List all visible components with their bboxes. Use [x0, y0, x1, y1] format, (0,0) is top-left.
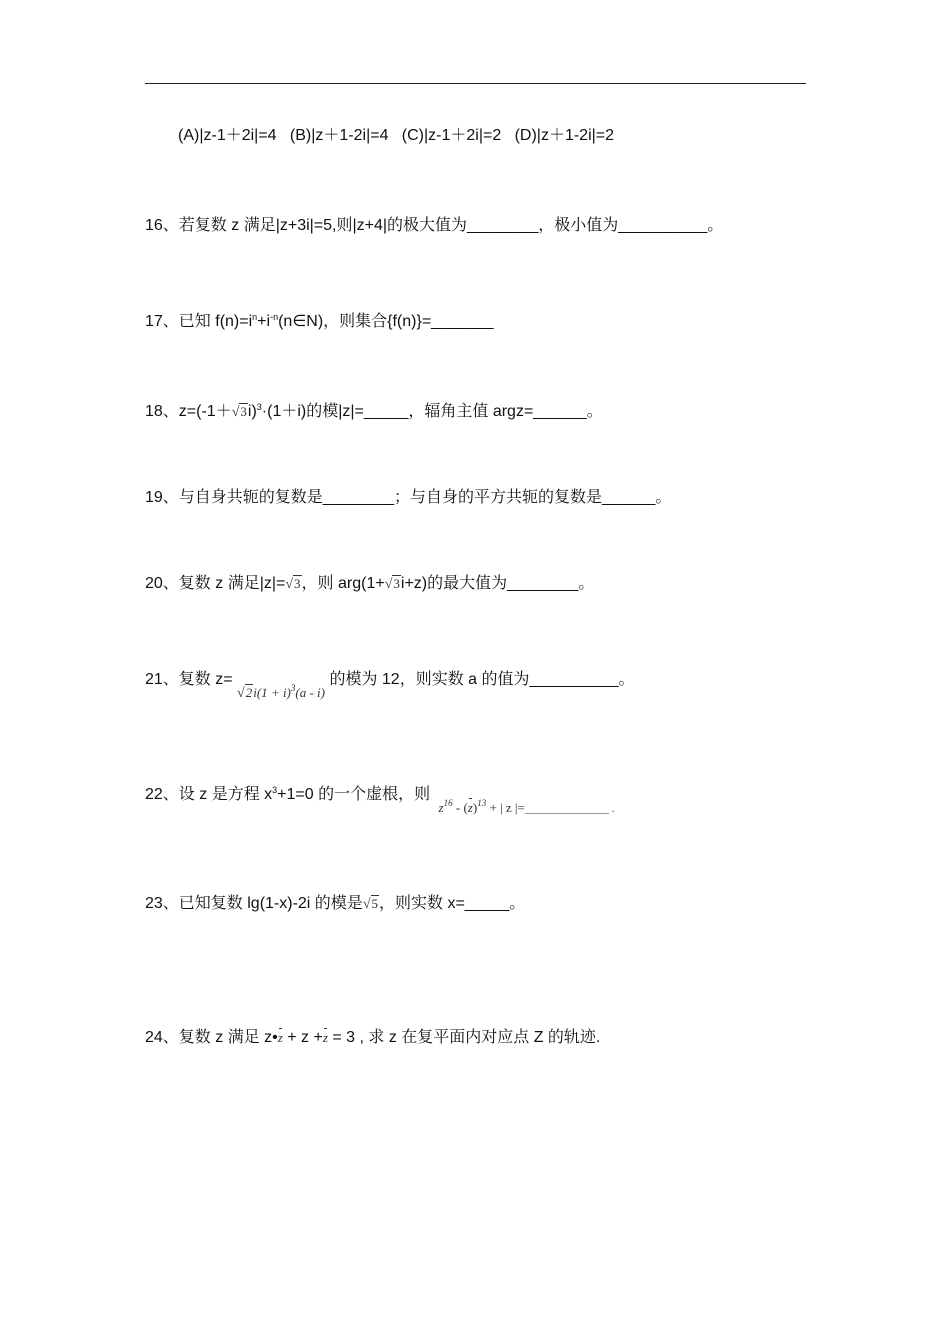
- q22-modulus: + | z |=: [486, 800, 525, 815]
- q22-part-b: +1=0 的一个虚根，则: [277, 786, 431, 803]
- q24-z-conjugate-1: z: [278, 1027, 283, 1049]
- q22-exp-16: 16: [443, 798, 453, 808]
- q22-z-conjugate: z: [468, 797, 473, 819]
- q18-part-c: ·(1＋i)的模|z|=_____，辐角主值 argz=______。: [261, 403, 603, 420]
- q18-exponent: 3: [256, 402, 262, 412]
- q20-sqrt-1: √3: [285, 576, 301, 592]
- q20-part-c: i+z)的最大值为________。: [400, 575, 595, 592]
- q19-text: 19、与自身共轭的复数是________；与自身的平方共轭的复数是______。: [145, 489, 672, 506]
- q20-radicand-2: 3: [393, 576, 400, 591]
- q23-part-a: 23、已知复数 lg(1-x)-2i 的模是: [145, 895, 363, 912]
- question-18: [145, 396, 603, 424]
- question-22: [145, 779, 615, 815]
- q24-zbar-1: [278, 1030, 283, 1045]
- q20-part-b: ，则 arg(1+: [301, 575, 385, 592]
- q22-close-paren: ): [472, 800, 478, 815]
- q22-minus: - (: [452, 800, 468, 815]
- q21-part-b: 的模为 12，则实数 a 的值为__________。: [329, 671, 635, 688]
- q18-sqrt: √3: [231, 404, 247, 420]
- q17-part-c: (n∈N)，则集合{f(n)}=_______: [278, 313, 494, 330]
- q22-part-a: 22、设 z 是方程 x: [145, 786, 273, 803]
- q24-part-c: = 3 , 求 z 在复平面内对应点 Z 的轨迹.: [327, 1029, 601, 1046]
- q16-text: 16、若复数 z 满足|z+3i|=5,则|z+4|的极大值为________，极小值为__________。: [145, 217, 724, 234]
- q22-formula: [439, 800, 615, 815]
- answer-options: [178, 125, 614, 147]
- question-17: [145, 306, 493, 333]
- q17-part-b: +i: [257, 313, 271, 330]
- q21-exponent: 3: [290, 683, 296, 693]
- q22-exp-13: 13: [477, 798, 487, 808]
- options-text: (A)|z-1＋2i|=4 (B)|z＋1-2i|=4 (C)|z-1＋2i|=2 (D)|z＋1-2i|=2: [178, 127, 615, 144]
- q22-z: z: [438, 800, 444, 815]
- q21-expr: i(1 + i): [253, 685, 291, 700]
- q23-radicand: 5: [371, 896, 378, 911]
- q21-sqrt: √2: [237, 685, 253, 701]
- q20-sqrt-2: √3: [384, 576, 400, 592]
- q21-radicand: 2: [245, 685, 253, 700]
- q22-exponent: 3: [272, 785, 278, 795]
- q22-answer-blank: ______________ .: [524, 801, 615, 815]
- q18-part-b: i): [247, 403, 257, 420]
- q21-formula: [237, 685, 325, 700]
- header-rule: [145, 83, 806, 84]
- q20-radicand-1: 3: [294, 576, 301, 591]
- question-20: [145, 573, 594, 596]
- q24-z-conjugate-2: z: [323, 1027, 328, 1049]
- question-19: [145, 487, 671, 509]
- q23-part-b: ，则实数 x=_____。: [379, 895, 526, 912]
- q24-zbar-2: [323, 1030, 328, 1045]
- q24-part-b: + z +: [282, 1029, 323, 1046]
- question-23: [145, 893, 525, 916]
- q17-part-a: 17、已知 f(n)=i: [145, 313, 253, 330]
- q17-exponent-n: n: [252, 312, 258, 322]
- question-16: [145, 215, 723, 237]
- q23-sqrt: √5: [362, 896, 378, 912]
- q21-expr-2: (a - i): [295, 685, 325, 700]
- q18-radicand: 3: [240, 404, 247, 419]
- q21-part-a: 21、复数 z=: [145, 671, 233, 688]
- q24-part-a: 24、复数 z 满足 z•: [145, 1029, 278, 1046]
- question-24: [145, 1027, 600, 1049]
- q20-part-a: 20、复数 z 满足|z|=: [145, 575, 286, 592]
- question-21: [145, 664, 635, 701]
- q17-exponent-neg-n: -n: [270, 312, 279, 322]
- q18-part-a: 18、z=(-1＋: [145, 403, 232, 420]
